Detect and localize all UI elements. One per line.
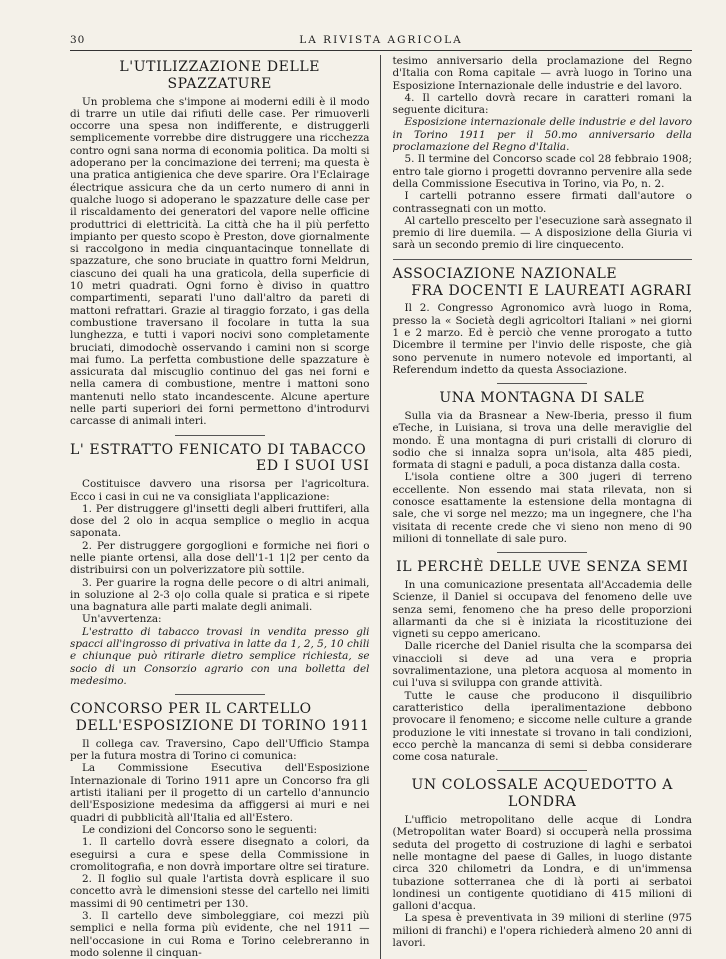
- title-line: L' ESTRATTO FENICATO DI TABACCO: [70, 441, 367, 458]
- section-divider: [497, 770, 587, 771]
- paragraph: Il collega cav. Traversino, Capo dell'Ufficio Stampa per la futura mostra di Torino ci comunica:: [70, 737, 370, 763]
- paragraph: La Commissione Esecutiva dell'Esposizione Internazionale di Torino 1911 apre un Concorso fra gli artisti italiani per il progetto di un cartello d'annuncio dell'Esposizione medesima da affiggersi ai muri e nei quadri di pubblicità all'Italia ed all'Estero.: [70, 762, 370, 824]
- paragraph: 3. Il cartello deve simboleggiare, coi mezzi più semplici e nella forma più evidente, che nel 1911 — nell'occasione in cui Roma e Torino celebreranno in modo solenne il cinquan-: [70, 910, 370, 959]
- section-divider: [393, 259, 693, 260]
- paragraph: 1. Il cartello dovrà essere disegnato a colori, da eseguirsi a cura e spese della Commissione in cromolitografia, e non dovrà importare oltre sei tirature.: [70, 836, 370, 873]
- paragraph: L'ufficio metropolitano delle acque di Londra (Metropolitan water Board) si occuperà nella prossima seduta del progetto di costruzione di laghi e serbatoi nelle montagne del paese di Galles, in luogo distante circa 320 chilometri da Londra, e di un'immensa tubazione sotterranea che di là porti ai serbatoi londinesi un contigente quotidiano di 415 milioni di galloni d'acqua.: [392, 814, 692, 913]
- section-divider: [497, 552, 587, 553]
- page-number: 30: [70, 34, 86, 46]
- paragraph: 2. Il foglio sul quale l'artista dovrà esplicare il suo concetto avrà le dimensioni stesse del cartello nei limiti massimi di 90 centimetri per 130.: [70, 873, 370, 910]
- paragraph: L'isola contiene oltre a 300 jugeri di terreno eccellente. Non essendo mai stata rilevata, non si conosce esattamente la estensione della montagna di sale, che vi sorge nel mezzo; ma un ingegnere, che l'ha visitata di recente crede che vi sieno non meno di 90 milioni di tonnellate di sale puro.: [392, 471, 692, 545]
- paragraph: 3. Per guarire la rogna delle pecore o di altri animali, in soluzione al 2-3 o|o colla quale si pratica e si ripete una bagnatura alle parti malate degli animali.: [70, 576, 370, 614]
- paragraph: Un'avvertenza:: [82, 613, 162, 626]
- section-divider: [175, 435, 265, 436]
- left-column: [70, 55, 381, 959]
- paragraph: Esposizione internazionale delle industrie e del lavoro in Torino 1911 per il 50.mo anniversario della proclamazione del Regno d'Italia.: [392, 116, 692, 154]
- article-title-sale: UNA MONTAGNA DI SALE: [439, 390, 646, 407]
- paragraph: Costituisce davvero una risorsa per l'agricoltura. Ecco i casi in cui ne va consigliata l'applicazione:: [70, 478, 370, 503]
- article-title-concorso: [70, 701, 370, 735]
- article-title-uve: IL PERCHÈ DELLE UVE SENZA SEMI: [396, 559, 689, 576]
- title-line: CONCORSO PER IL CARTELLO: [70, 701, 312, 718]
- paragraph: 5. Il termine del Concorso scade col 28 febbraio 1908; entro tale giorno i progetti dovranno pervenire alla sede della Commissione Esecutiva in Torino, via Po, n. 2.: [392, 153, 692, 190]
- paragraph: Un problema che s'impone ai moderni edili è il modo di trarre un utile dai rifiuti delle case. Per rimuoverli occorre una spesa non indifferente, e distruggerli semplicemente vorrebbe dire distruggere una ricchezza contro ogni sana norma di economia politica. Da molti si adoperano per la concimazione dei terreni; ma questa è una pratica antigienica che deve sparire. Ora l'Eclairage électrique assicura che da un certo numero di anni in qualche luogo si adoperano le spazzature delle case per il riscaldamento dei generatori del vapore nelle officine produttrici di elettricità. La città che ha il più perfetto impianto per questo scopo è Preston, dove giornalmente si raccolgono in media cinquantacinque tonnellate di spazzature, che sono bruciate in quattro forni Meldrun, ciascuno dei quali ha una graticola, della superficie di 10 metri quadrati. Ogni forno è diviso in quattro compartimenti, separati l'uno dall'altro da pareti di mattoni refrattari. Grazie al tiraggio forzato, i gas della combustione traversano il focolare in tutta la sua lunghezza, e tutti i vapori nocivi sono completamente bruciati, dimodochè osservando i camini non si scorge mai fumo. La perfetta combustione delle spazzature è assicurata dal miscuglio continuo del gas nei forni e nella camera di combustione, mentre i mattoni sono mantenuti nello stato incandescente. Alcune aperture nelle parti superiori dei forni permettono d'introdurvi carcasse di animali interi.: [70, 95, 370, 428]
- journal-title: LA RIVISTA AGRICOLA: [299, 34, 463, 46]
- paragraph: 2. Per distruggere gorgoglioni e formiche nei fiori o nelle piante ortensi, alla dose dell'1-1 1|2 per cento da distribuirsi con un polverizzatore più sottile.: [70, 539, 370, 577]
- right-column: [393, 55, 693, 959]
- paragraph: I cartelli potranno essere firmati dall'autore o contrassegnati con un motto.: [392, 190, 692, 215]
- paragraph: 1. Per distruggere gl'insetti degli alberi fruttiferi, alla dose del 2 olo in acqua semplice o meglio in acqua saponata.: [70, 502, 370, 540]
- paragraph: L'estratto di tabacco trovasi in vendita presso gli spacci all'ingrosso di privativa in latte da 1, 2, 5, 10 chili e chiunque può ritirarle dietro semplice richiesta, se socio di un Consorzio agrario con una bolletta del medesimo.: [70, 625, 370, 687]
- paragraph: In una comunicazione presentata all'Accademia delle Scienze, il Daniel si occupava del fenomeno delle uve senza semi, fenomeno che ha preso delle proporzioni allarmanti da che si è iniziata la ricostituzione dei vigneti su ceppo americano.: [392, 578, 692, 641]
- paragraph: La spesa è preventivata in 39 milioni di sterline (975 milioni di franchi) e l'opera richiederà almeno 20 anni di lavori.: [392, 912, 692, 949]
- paragraph: Dalle ricerche del Daniel risulta che la scomparsa dei vinaccioli si deve ad una vera e propria sovralimentazione, una pletora acquosa al momento in cui l'uva si sviluppa con grande attività.: [392, 640, 692, 690]
- paragraph: tesimo anniversario della proclamazione del Regno d'Italia con Roma capitale — avrà luogo in Torino una Esposizione Internazionale delle industrie e del lavoro.: [392, 55, 692, 92]
- title-line: DELL'ESPOSIZIONE DI TORINO 1911: [75, 718, 370, 735]
- article-title-spazzature: L'UTILIZZAZIONE DELLE SPAZZATURE: [119, 59, 321, 92]
- article-title-estratto: [70, 442, 370, 476]
- section-divider: [497, 383, 587, 384]
- article-title-associazione: [393, 266, 693, 300]
- paragraph: Al cartello prescelto per l'esecuzione sarà assegnato il premio di lire duemila. — A disposizione della Giuria vi sarà un secondo premio di lire cinquecento.: [392, 214, 692, 252]
- paragraph: Tutte le cause che producono il disquilibrio caratteristico della iperalimentazione debbono provocare il fenomeno; e siccome nelle culture a grande produzione le viti innestate si trovano in tali condizioni, ecco perchè la mancanza di semi si debba considerare come cosa naturale.: [392, 689, 692, 764]
- paragraph: Il 2. Congresso Agronomico avrà luogo in Roma, presso la « Società degli agricoltori Italiani » nei giorni 1 e 2 marzo. Ed è perciò che venne prorogato a tutto Dicembre il termine per l'invio delle risposte, che già sono pervenute in numero notevole ed importanti, al Referendum indetto da questa Associazione.: [392, 302, 692, 376]
- title-line: ASSOCIAZIONE NAZIONALE: [392, 265, 618, 282]
- article-title-acquedotto: UN COLOSSALE ACQUEDOTTO A LONDRA: [411, 777, 673, 811]
- paragraph: Le condizioni del Concorso sono le seguenti:: [82, 823, 318, 836]
- two-column-body: [70, 55, 692, 959]
- section-divider: [175, 694, 265, 695]
- running-head: [70, 30, 692, 51]
- title-line: ED I SUOI USI: [256, 458, 370, 475]
- paragraph: 4. Il cartello dovrà recare in caratteri romani la seguente dicitura:: [392, 91, 692, 117]
- title-line: FRA DOCENTI E LAUREATI AGRARI: [411, 282, 692, 299]
- paragraph: Sulla via da Brasnear a New-Iberia, presso il fium eTeche, in Luisiana, si trova una delle meraviglie del mondo. È una montagna di puri cristalli di cloruro di sodio che si innalza sopra un'isola, alta 485 piedi, formata di stagni e paduli, a poca distanza dalla costa.: [392, 409, 692, 472]
